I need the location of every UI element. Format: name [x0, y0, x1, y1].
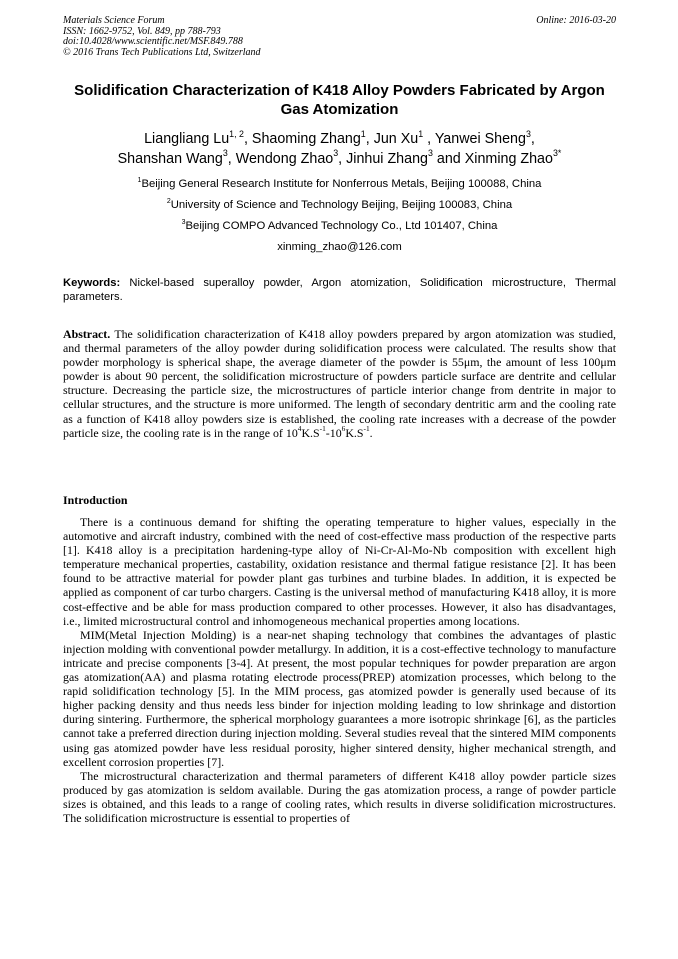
- affiliation-3: [63, 219, 616, 233]
- author-name: Jinhui Zhang: [346, 150, 428, 167]
- paper-title: Solidification Characterization of K418 Alloy Powders Fabricated by Argon Gas Atomization: [74, 82, 605, 118]
- author-separator: ,: [338, 150, 347, 167]
- author-name: Yanwei Sheng: [434, 131, 526, 147]
- keywords-text: Nickel-based superalloy powder, Argon atomization, Solidification microstructure, Thermal parameters.: [63, 277, 616, 303]
- author: [144, 128, 252, 147]
- author-name: Shanshan Wang: [117, 150, 223, 167]
- author: [251, 128, 374, 147]
- author-name: Jun Xu: [373, 131, 419, 147]
- author: [346, 148, 465, 167]
- affiliation-text: University of Science and Technology Beijing, Beijing 100083, China: [170, 199, 513, 211]
- author: [235, 148, 347, 167]
- author-affiliation-mark: 1: [418, 128, 424, 139]
- cooling-rate-unit-exp: -1: [319, 424, 326, 434]
- copyright-line: © 2016 Trans Tech Publications Ltd, Switzerland: [63, 46, 261, 58]
- abstract: [63, 327, 616, 440]
- paragraph: The microstructural characterization and thermal parameters of different K418 alloy powder particle sizes produced by gas atomization is seldom available. During the gas atomization process, a range of powder particle sizes is obtained, and this leads to a range of cooling rates, which results in diverse solidification microstructures. The solidification microstructure is essential to properties of: [63, 768, 616, 825]
- author: [117, 148, 236, 167]
- affiliation-1: [63, 177, 616, 191]
- affiliation-number: 3: [181, 218, 186, 226]
- author: [464, 148, 562, 167]
- author-affiliation-mark: 3: [428, 148, 433, 159]
- cooling-rate-unit-exp: -1: [363, 424, 370, 434]
- cooling-rate-high-base: 10: [329, 425, 342, 440]
- author-affiliation-mark: 3: [333, 148, 339, 159]
- cooling-rate-low-base: 10: [285, 425, 298, 440]
- author-name: Xinming Zhao: [464, 150, 553, 167]
- author-affiliation-mark: 1, 2: [229, 128, 244, 139]
- introduction-body: [63, 515, 616, 825]
- author-name: Liangliang Lu: [144, 131, 230, 147]
- author-affiliation-mark: 3*: [552, 148, 562, 159]
- cooling-rate-separator: -: [325, 425, 330, 440]
- author-list: [63, 130, 616, 169]
- abstract-label: Abstract.: [63, 327, 111, 341]
- affiliation-text: Beijing General Research Institute for Nonferrous Metals, Beijing 100088, China: [141, 178, 542, 190]
- author-separator: ,: [423, 131, 435, 147]
- keywords: [63, 276, 616, 304]
- contact-email: xinming_zhao@126.com: [277, 241, 402, 253]
- affiliation-text: Beijing COMPO Advanced Technology Co., Ltd 101407, China: [185, 220, 498, 232]
- author-separator: ,: [227, 150, 236, 167]
- issn-line: ISSN: 1662-9752, Vol. 849, pp 788-793: [63, 25, 221, 37]
- introduction-heading: Introduction: [63, 493, 128, 507]
- cooling-rate-low-exp: 4: [297, 424, 302, 434]
- author-separator: ,: [365, 131, 374, 147]
- paragraph: There is a continuous demand for shifting the operating temperature to higher values, especially in the automotive and aircraft industry, combined with the need of cost-effective mass production of the respective parts [1]. K418 alloy is a precipitation hardening-type alloy of Ni-Cr-Al-Mo-Nb composition with excellent high temperature mechanical properties, castability, oxidation resistance and thermal fatigue resistance [2]. It has been found to be attractive material for powder plant gas turbines and turbine blades. In addition, it is expected be applied as component of car turbo chargers. Casting is the universal method of manufacturing K418 alloy, it is more cost-effective and be able for mass production compared to other processes. However, it also has disadvantages, i.e., limited microstructural control and inhomogeneous mechanical properties among locations.: [63, 515, 616, 628]
- online-date: Online: 2016-03-20: [536, 15, 616, 26]
- author-name: Wendong Zhao: [235, 150, 334, 167]
- author: [434, 128, 535, 147]
- journal-header: [63, 16, 616, 58]
- abstract-end: .: [369, 425, 373, 440]
- author-affiliation-mark: 3: [222, 148, 228, 159]
- affiliation-2: [63, 198, 616, 212]
- affiliation-number: 1: [137, 176, 142, 184]
- cooling-rate-unit: K.S: [301, 425, 320, 440]
- cooling-rate-unit: K.S: [345, 425, 364, 440]
- author: [373, 128, 435, 147]
- abstract-text: The solidification characterization of K418 alloy powders prepared by argon atomization was studied, and thermal parameters of the alloy powder during solidification process were calculated. The results show that powder morphology is spherical shape, the average diameter of the powder is 55μm, the amount of less 100μm powder is about 90 percent, the solidification microstructure of powders particle surface are dentrite and cellular structure. Decreasing the particle size, the microstructures of particle interior change from dentrite in major to cellular structures, and the structure is more uniformed. The length of secondary dentritic arm and the cooling rate as a function of K418 alloy powders size is established, the cooling rate increases with a decrease of the powder particle size, the cooling rate is in the range of: [63, 327, 616, 440]
- journal-name: Materials Science Forum: [63, 15, 165, 26]
- keywords-label: Keywords:: [63, 277, 121, 289]
- paragraph: MIM(Metal Injection Molding) is a near-net shaping technology that combines the advantages of plastic injection molding with conventional powder metallurgy. In addition, it is a cost-effective technology to manufacture intricate and precise components [3-4]. At present, the most popular techniques for powder preparation are argon gas atomization(AA) and plasma rotating electrode process(PREP) atomization processes, which belong to the rapid solidification technology [5]. In the MIM process, gas atomized powder is generally used because of its higher packing density and thus needs less binder for injection molding leading to low shrinkage and distortion during sintering. Furthermore, the spherical morphology guarantees a more isotropic shrinkage [6], as the particles cannot take a preferred direction during injection molding. Several studies reveal that the sintered MIM components using gas atomized powder have less residual porosity, higher sintered density, higher mechanical strength, and excellent corrosion properties [7].: [63, 627, 616, 769]
- author-affiliation-mark: 3: [525, 128, 531, 139]
- author-separator: and: [432, 150, 465, 167]
- author-affiliation-mark: 1: [360, 128, 366, 139]
- doi-line: doi:10.4028/www.scientific.net/MSF.849.788: [63, 36, 243, 48]
- affiliation-number: 2: [166, 197, 171, 205]
- author-separator: ,: [530, 131, 535, 147]
- author-separator: ,: [243, 131, 252, 147]
- author-name: Shaoming Zhang: [251, 131, 361, 147]
- cooling-rate-high-exp: 6: [341, 424, 346, 434]
